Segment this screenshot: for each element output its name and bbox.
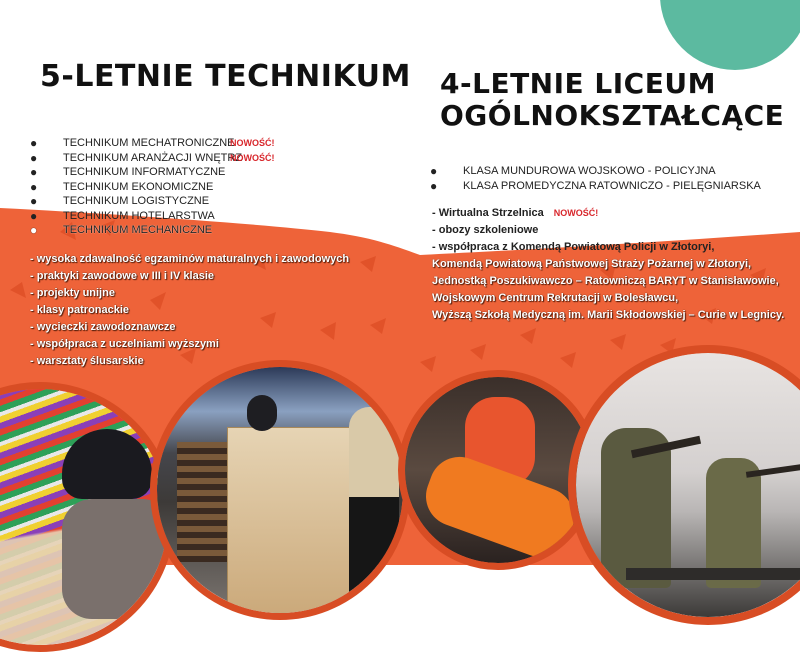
bullet-icon: ● xyxy=(430,164,438,178)
person-right xyxy=(349,407,399,607)
liceum-features-list xyxy=(432,205,784,324)
title-liceum-line1: 4-LETNIE LICEUM xyxy=(440,67,716,100)
bullet-icon: ● xyxy=(30,208,38,223)
person-left xyxy=(247,395,277,431)
title-liceum xyxy=(440,68,784,132)
feature-item: - wycieczki zawodoznawcze xyxy=(30,321,176,333)
feature-item: - praktyki zawodowe w III i IV klasie xyxy=(30,270,215,282)
feature-item: - obozy szkoleniowe xyxy=(432,224,539,236)
title-liceum-line2: OGÓLNOKSZTAŁCĄCE xyxy=(440,99,785,132)
feature-item: Komendą Powiatową Państwowej Straży Pożarnej w Złotoryi, xyxy=(432,258,752,270)
feature-item: - klasy patronackie xyxy=(30,304,130,316)
bullet-icon: ● xyxy=(30,165,38,179)
bullet-icon: ● xyxy=(30,150,38,165)
bullet-icon: ● xyxy=(30,179,38,194)
new-badge: NOWOŚĆ! xyxy=(230,152,275,163)
feature-item: Wojskowym Centrum Rekrutacji w Bolesławcu, xyxy=(432,292,679,304)
feature-item-wirtualna-strzelnica: - Wirtualna Strzelnica NOWOŚĆ! xyxy=(432,207,599,219)
bullet-icon: ● xyxy=(430,178,438,193)
table xyxy=(626,568,800,580)
box-stack xyxy=(227,427,359,620)
title-technikum: 5-LETNIE TECHNIKUM xyxy=(40,59,411,94)
bullet-icon: ● xyxy=(30,223,38,237)
photo-warehouse-logistics xyxy=(150,360,410,620)
feature-item: - współpraca z Komendą Powiatową Policji w Złotoryi, xyxy=(432,241,715,253)
bullet-icon: ● xyxy=(30,136,38,150)
feature-item: Jednostką Poszukiwawczo – Ratowniczą BARYT w Stanisławowie, xyxy=(432,275,779,287)
feature-item: Wyższą Szkołą Medyczną im. Marii Skłodowskiej – Curie w Legnicy. xyxy=(432,309,785,321)
feature-item: - współpraca z uczelniami wyższymi xyxy=(30,338,219,350)
new-badge: NOWOŚĆ! xyxy=(553,208,599,218)
new-badge: NOWOŚĆ! xyxy=(230,138,275,148)
feature-item: - projekty unijne xyxy=(30,287,115,299)
feature-item: - wysoka zdawalność egzaminów maturalnych i zawodowych xyxy=(30,253,350,265)
technikum-features-list xyxy=(30,251,349,370)
bullet-icon: ● xyxy=(30,194,38,208)
feature-item: - warsztaty ślusarskie xyxy=(30,355,144,367)
